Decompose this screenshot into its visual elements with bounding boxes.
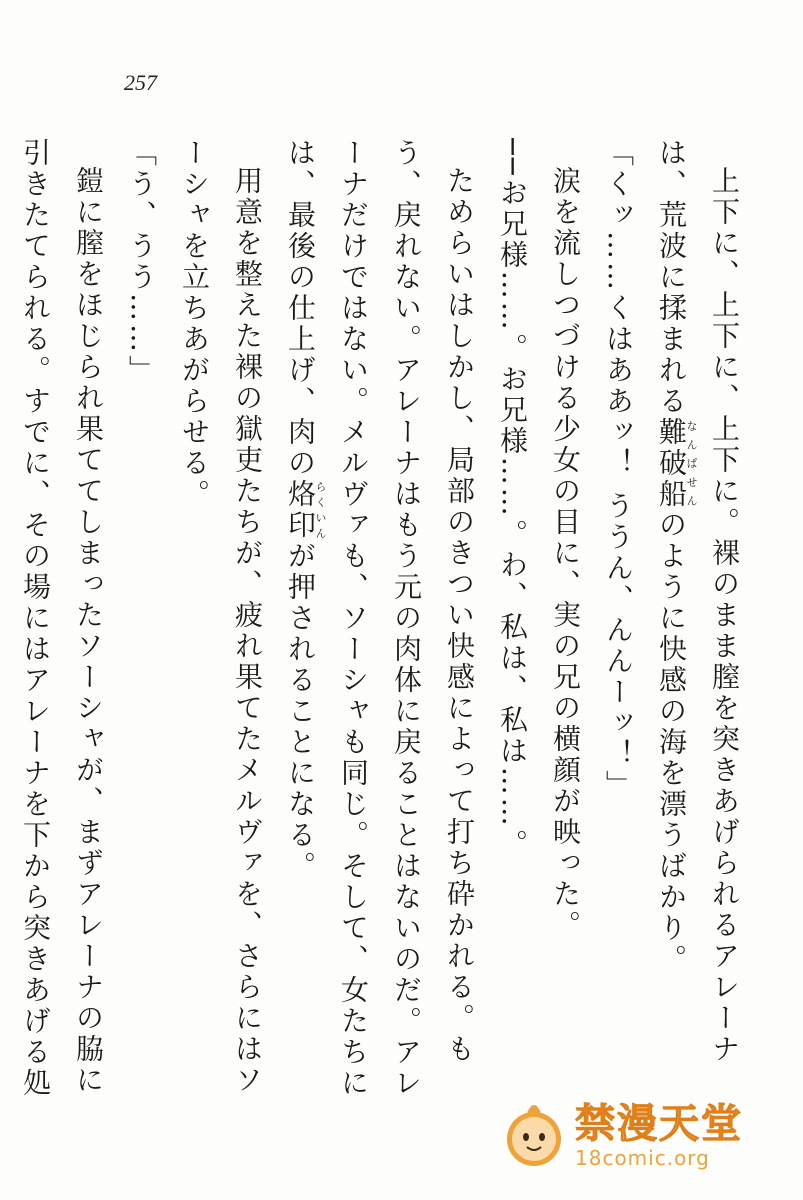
paragraph <box>274 138 486 1118</box>
paragraph-text: が押されることになる。 <box>284 541 317 882</box>
monologue-text: ──お兄様……。お兄様……。わ、私は、私は……。 <box>496 138 529 860</box>
page-number: 257 <box>124 70 157 95</box>
paragraph-text: ためらいはしかし、局部のきつい快感によって打ち砕かれる。もう、戻れない。アレーナはもう元の肉体に戻ることはないのだ。アレーナだけではない。メルヴァも、ソーシャも同じ。そして、女たちには、最後の仕上げ、肉の <box>284 138 476 1099</box>
paragraph-text: 涙を流しつづける少女の目に、実の兄の横顔が映った。 <box>549 166 582 941</box>
ruby-word <box>655 417 698 510</box>
paragraph <box>645 138 751 1118</box>
paragraph <box>486 138 539 1118</box>
logo-url: 18comic.org <box>575 1146 710 1170</box>
paragraph-text: のように快感の海を漂うばかり。 <box>655 510 688 975</box>
paragraph-text: 用意を整えた裸の獄吏たちが、疲れ果てたメルヴァを、さらにはソーシャを立ちあがらせる。 <box>178 138 264 1096</box>
paragraph-text: 鎧に膣をほじられ果ててしまったソーシャが、まずアレーナの脇に引きたてられる。すでに、その場にはアレーナを下から突きあげる処 <box>19 138 105 1099</box>
ruby-reading: らくいん <box>314 479 327 541</box>
paragraph <box>168 138 274 1118</box>
paragraph <box>539 138 592 1118</box>
ruby-reading: なんぱせん <box>685 417 698 510</box>
dialogue-text: 「う、うう……」 <box>125 138 158 386</box>
paragraph <box>592 138 645 1118</box>
logo-title: 禁漫天堂 <box>575 1101 743 1147</box>
ruby-base: 烙印 <box>284 479 317 541</box>
ruby-word <box>284 479 327 541</box>
paragraph <box>115 138 168 1118</box>
vertical-text-body <box>0 138 751 1118</box>
mascot-icon <box>499 1101 569 1171</box>
watermark-logo <box>499 1096 769 1176</box>
dialogue-text: 「くッ……くはああッ！ ううん、んんーッ！」 <box>602 138 635 801</box>
paragraph <box>0 138 115 1118</box>
paragraph-text: 上下に、上下に、上下に。裸のまま膣を突きあげられるアレーナは、荒波に揉まれる <box>655 138 741 1065</box>
ruby-base: 難破船 <box>655 417 688 510</box>
